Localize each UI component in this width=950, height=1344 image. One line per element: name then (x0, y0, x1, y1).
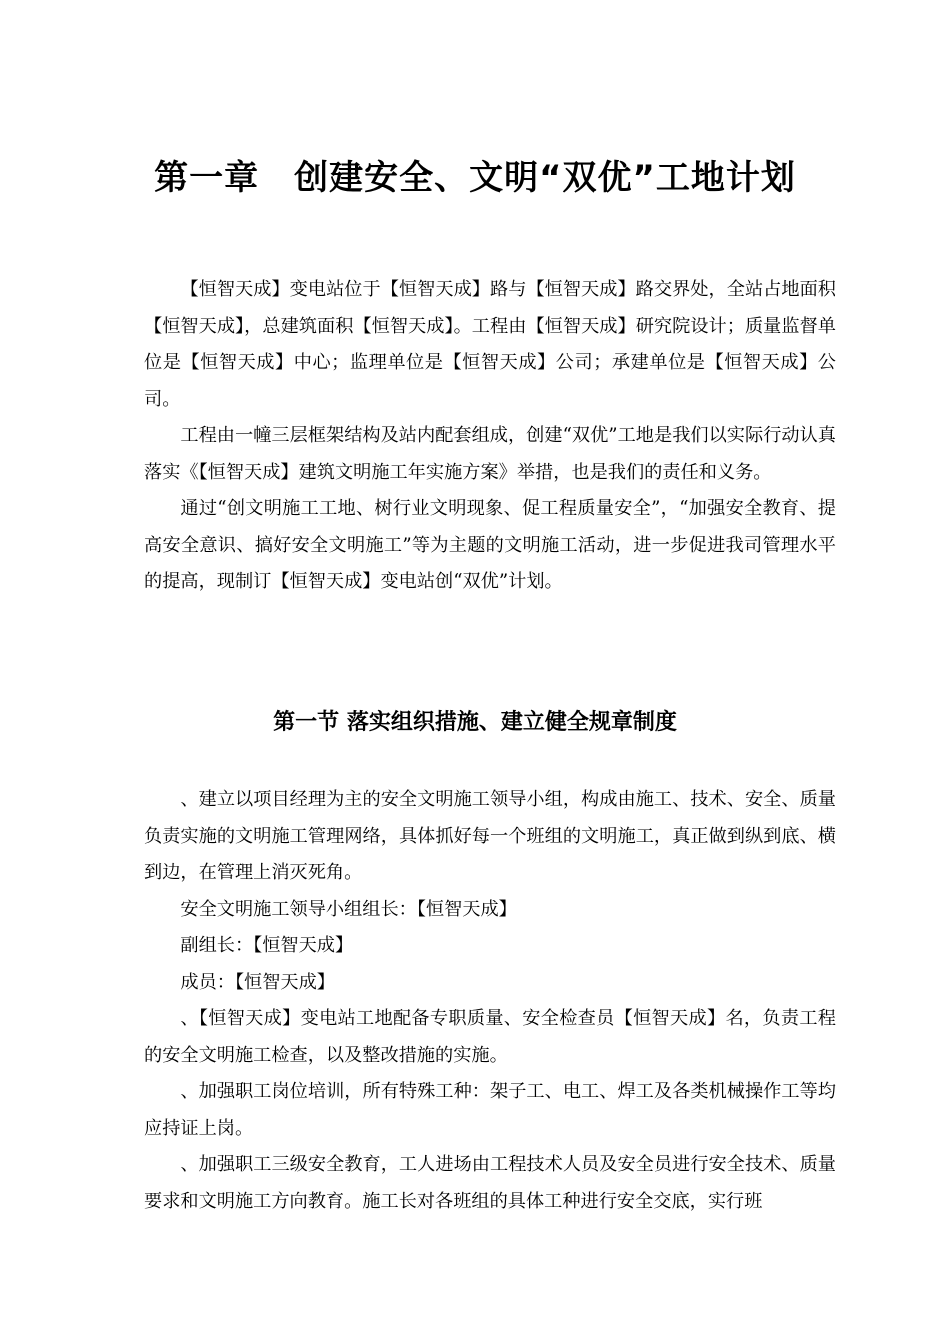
intro-text-block (144, 272, 836, 601)
section-paragraph: 、【恒智天成】变电站工地配备专职质量、安全检查员【恒智天成】名，负责工程的安全文明施工检查，以及整改措施的实施。 (144, 1008, 836, 1066)
intro-paragraph: 【恒智天成】变电站位于【恒智天成】路与【恒智天成】路交界处，全站占地面积【恒智天成】，总建筑面积【恒智天成】。工程由【恒智天成】研究院设计；质量监督单位是【恒智天成】中心；监理单位是【恒智天成】公司；承建单位是【恒智天成】公司。 (144, 279, 836, 410)
intro-paragraph: 工程由一幢三层框架结构及站内配套组成，创建“双优”工地是我们以实际行动认真落实《【恒智天成】建筑文明施工年实施方案》举措，也是我们的责任和义务。 (144, 425, 836, 483)
section-title: 第一节 落实组织措施、建立健全规章制度 (273, 710, 677, 735)
section-paragraph: 、加强职工三级安全教育，工人进场由工程技术人员及安全员进行安全技术、质量要求和文明施工方向教育。施工长对各班组的具体工种进行安全交底，实行班 (144, 1154, 836, 1212)
section-paragraph: 、加强职工岗位培训，所有特殊工种：架子工、电工、焊工及各类机械操作工等均应持证上岗。 (144, 1081, 836, 1139)
leader-line: 安全文明施工领导小组组长：【恒智天成】 (180, 898, 517, 920)
section-text-block (144, 782, 836, 1220)
intro-paragraph: 通过“创文明施工工地、树行业文明现象、促工程质量安全”，“加强安全教育、提高安全意识、搞好安全文明施工”等为主题的文明施工活动，进一步促进我司管理水平的提高，现制订【恒智天成】变电站创“双优”计划。 (144, 498, 836, 592)
section-paragraph: 、建立以项目经理为主的安全文明施工领导小组，构成由施工、技术、安全、质量负责实施的文明施工管理网络，具体抓好每一个班组的文明施工，真正做到纵到底、横到边，在管理上消灭死角。 (144, 789, 836, 883)
members-line: 成员：【恒智天成】 (180, 971, 335, 993)
deputy-leader-line: 副组长：【恒智天成】 (180, 935, 354, 956)
chapter-title: 第一章 创建安全、文明“双优”工地计划 (154, 158, 796, 198)
